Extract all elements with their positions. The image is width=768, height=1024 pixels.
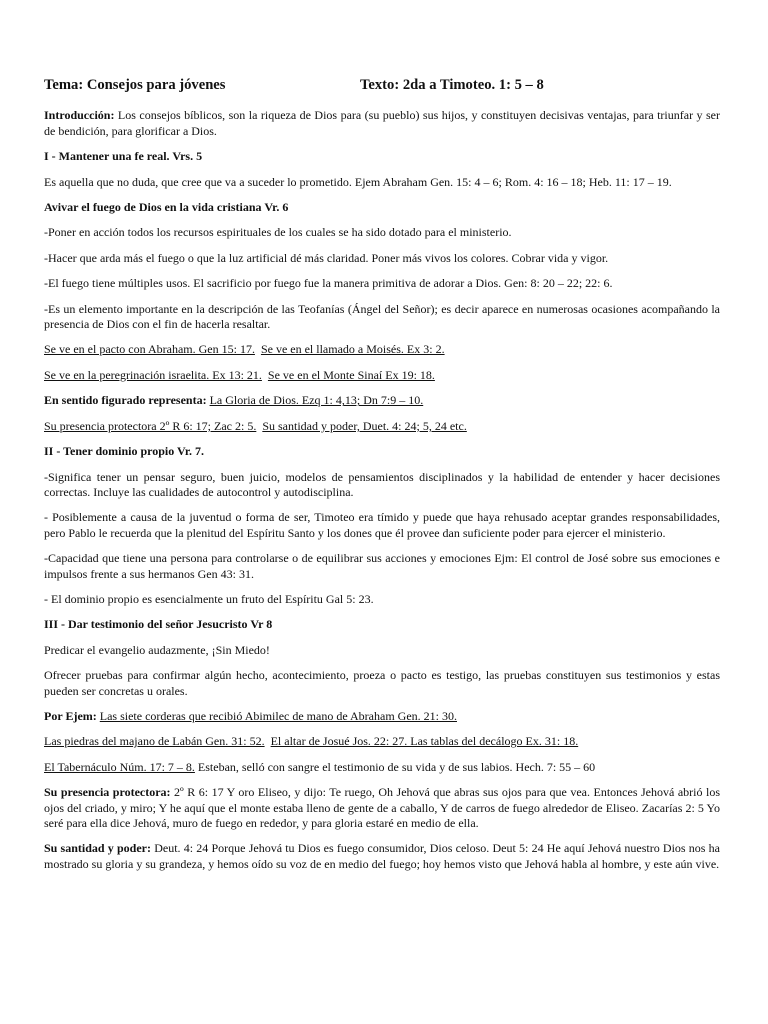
ref-sinai: Se ve en el Monte Sinaí Ex 19: 18. bbox=[267, 367, 435, 382]
section-2-heading: II - Tener dominio propio Vr. 7. bbox=[44, 444, 205, 459]
figurado-ref: La Gloria de Dios. Ezq 1: 4,13; Dn 7:9 – 10. bbox=[209, 393, 424, 408]
avivar-paragraph-2: -Hacer que arda más el fuego o que la luz artificial dé más claridad. Poner más vivos los colores. Cobrar vida y vigor. bbox=[44, 250, 609, 265]
avivar-heading: Avivar el fuego de Dios en la vida cristiana Vr. 6 bbox=[44, 200, 289, 215]
avivar-references-2 bbox=[44, 368, 720, 383]
section-1-text: Es aquella que no duda, que cree que va a suceder lo prometido. Ejem Abraham Gen. 15: 4 – 6; Rom. 4: 16 – 18; Heb. 11: 17 – 19. bbox=[44, 174, 672, 189]
section-3-references-1 bbox=[44, 734, 720, 749]
section-2-paragraph-1: -Significa tener un pensar seguro, buen juicio, modelos de pensamientos disciplinados y la habilidad de entender y hacer decisiones correctas. Incluye las cualidades de autocontrol y autodisciplina. bbox=[44, 469, 720, 499]
santidad-label: Su santidad y poder: bbox=[44, 841, 151, 856]
ejemplo-line bbox=[44, 709, 720, 724]
tema-title: Tema: Consejos para jóvenes bbox=[44, 77, 226, 93]
intro-text: Los consejos bíblicos, son la riqueza de Dios para (su pueblo) sus hijos, y constituyen decisivas ventajas, para triunfar y ser de bendición, para glorificar a Dios. bbox=[44, 108, 720, 138]
avivar-paragraph-1: -Poner en acción todos los recursos espirituales de los cuales se ha sido dotado para el ministerio. bbox=[44, 225, 512, 240]
ref-santidad: Su santidad y poder, Duet. 4: 24; 5, 24 etc. bbox=[262, 418, 467, 433]
ref-abraham: Se ve en el pacto con Abraham. Gen 15: 17. bbox=[44, 342, 255, 357]
intro-paragraph bbox=[44, 108, 720, 139]
santidad-text: Deut. 4: 24 Porque Jehová tu Dios es fuego consumidor, Dios celoso. Deut 5: 24 He aquí Jehová nuestro Dios nos ha mostrado su gloria y su grandeza, y hemos oído su voz de en medio del fuego; hoy hemos visto que Jehová habla al hombre, y este aún vive. bbox=[44, 841, 720, 871]
santidad-paragraph bbox=[44, 841, 720, 872]
avivar-references-1 bbox=[44, 342, 720, 357]
section-3-paragraph-1: Predicar el evangelio audazmente, ¡Sin Miedo! bbox=[44, 642, 270, 657]
ref-tabernaculo: El Tabernáculo Núm. 17: 7 – 8. bbox=[44, 759, 195, 774]
section-2-paragraph-4: - El dominio propio es esencialmente un fruto del Espíritu Gal 5: 23. bbox=[44, 591, 374, 606]
ref-moises: Se ve en el llamado a Moisés. Ex 3: 2. bbox=[260, 342, 445, 357]
presencia-label: Su presencia protectora: bbox=[44, 785, 171, 800]
texto-title: Texto: 2da a Timoteo. 1: 5 – 8 bbox=[360, 77, 544, 93]
section-3-references-2 bbox=[44, 760, 720, 775]
document-header bbox=[44, 78, 720, 93]
avivar-paragraph-4: -Es un elemento importante en la descripción de las Teofanías (Ángel del Señor); es decir aparece en numerosas ocasiones acompañando la presencia de Dios con el fin de hacerla resaltar. bbox=[44, 301, 720, 332]
presencia-text: 2º R 6: 17 Y oro Eliseo, y dijo: Te ruego, Oh Jehová que abras sus ojos para que vea. Entonces Jehová abrió los ojos del criado, y miro; Y he aquí que el monte estaba lleno de gente de a caballo, Y de carros de fuego alrededor de Eliseo. Zacarías 2: 5 Yo seré para ella dice Jehová, muro de fuego en rededor, y para gloria estaré en medio de ella. bbox=[44, 785, 720, 830]
ref-presencia: Su presencia protectora 2º R 6: 17; Zac 2: 5. bbox=[44, 418, 257, 433]
ref-josue: El altar de Josué Jos. 22: 27. Las tablas del decálogo Ex. 31: 18. bbox=[270, 734, 579, 749]
ejemplo-label: Por Ejem: bbox=[44, 708, 97, 723]
intro-label: Introducción: bbox=[44, 108, 115, 123]
section-2-paragraph-2: - Posiblemente a causa de la juventud o forma de ser, Timoteo era tímido y puede que haya rehusado aceptar grandes responsabilidades, pero Pablo le recuerda que la plenitud del Espíritu Santo y los dones que él provee dan suficiente poder para ejercer el ministerio. bbox=[44, 510, 720, 540]
document-page bbox=[44, 78, 720, 882]
ref-peregrinacion: Se ve en la peregrinación israelita. Ex 13: 21. bbox=[44, 367, 262, 382]
section-1-heading: I - Mantener una fe real. Vrs. 5 bbox=[44, 149, 203, 164]
ref-esteban: Esteban, selló con sangre el testimonio de su vida y de sus labios. Hech. 7: 55 – 60 bbox=[194, 759, 596, 774]
section-2-paragraph-3: -Capacidad que tiene una persona para controlarse o de equilibrar sus acciones y emociones Ejm: El control de José sobre sus emociones e impulsos frente a sus hermanos Gen 43: 31. bbox=[44, 551, 720, 581]
avivar-references-3 bbox=[44, 419, 720, 434]
avivar-paragraph-3: -El fuego tiene múltiples usos. El sacrificio por fuego fue la manera primitiva de adorar a Dios. Gen: 8: 20 – 22; 22: 6. bbox=[44, 276, 613, 291]
section-3-paragraph-2: Ofrecer pruebas para confirmar algún hecho, acontecimiento, proeza o pacto es testigo, las pruebas constituyen sus testimonios y estas pueden ser concretas u orales. bbox=[44, 668, 720, 698]
ref-laban: Las piedras del majano de Labán Gen. 31: 52. bbox=[44, 734, 265, 749]
section-3-heading: III - Dar testimonio del señor Jesucristo Vr 8 bbox=[44, 617, 273, 632]
presencia-paragraph bbox=[44, 785, 720, 831]
figurado-line bbox=[44, 393, 720, 408]
ejemplo-ref: Las siete corderas que recibió Abimilec de mano de Abraham Gen. 21: 30. bbox=[99, 708, 457, 723]
figurado-label: En sentido figurado representa: bbox=[44, 393, 207, 408]
